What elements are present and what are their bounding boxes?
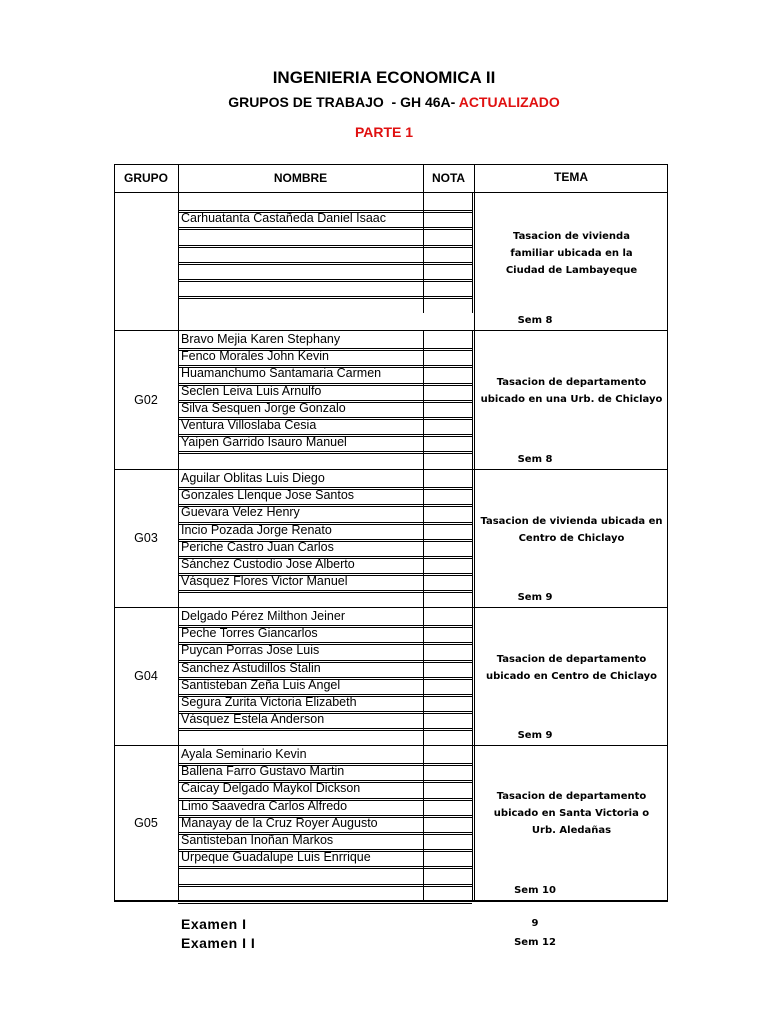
exam-2-value: Sem 12 (514, 937, 556, 948)
header-nombre: NOMBRE (273, 171, 328, 185)
group-topic: Tasacion de vivienda familiar ubicada en la Ciudad de Lambayeque (505, 230, 638, 276)
nota-cell-border (423, 608, 424, 625)
nota-cell-border (472, 556, 473, 573)
member-name (178, 296, 181, 313)
row-line (178, 227, 472, 228)
group-code: G03 (134, 531, 158, 545)
nota-cell-border (472, 728, 473, 745)
nota-cell-border (472, 660, 473, 677)
member-name: Peche Torres Giancarlos (181, 626, 318, 641)
member-name: Caicay Delgado Maykol Dickson (181, 781, 361, 796)
nota-cell-border (423, 832, 424, 849)
nota-cell-border (472, 780, 473, 797)
member-name (178, 279, 181, 296)
nota-cell-border (423, 642, 424, 659)
nota-cell-border (423, 296, 424, 313)
nota-cell-border (423, 711, 424, 728)
row-line (178, 229, 472, 230)
member-name: Gonzales Llenque Jose Santos (181, 488, 355, 503)
member-name: Vásquez Estela Anderson (181, 712, 325, 727)
row-line (178, 730, 472, 731)
member-name: Huamanchumo Santamaria Carmen (181, 366, 382, 381)
nota-cell-border (472, 694, 473, 711)
nota-cell-border (472, 400, 473, 417)
table-top-border (114, 164, 668, 165)
nota-cell-border (423, 331, 424, 348)
member-name: Manayay de la Cruz Royer Augusto (181, 815, 378, 830)
group-week: Sem 9 (517, 730, 553, 741)
nota-cell-border (472, 539, 473, 556)
member-name: Segura Zurita Victoria Elizabeth (181, 695, 357, 709)
header-tema: TEMA (554, 170, 588, 184)
nota-cell-border (472, 434, 473, 451)
row-line (178, 451, 472, 452)
nota-cell-border (472, 608, 473, 625)
nota-cell-border (423, 504, 424, 521)
row-line (178, 279, 472, 280)
group-code: G04 (134, 669, 158, 683)
row-line (178, 281, 472, 282)
group-code: G02 (134, 392, 158, 407)
group-week: Sem 9 (517, 592, 553, 603)
row-line (178, 298, 472, 299)
nota-cell-border (472, 763, 473, 780)
nota-cell-border (423, 780, 424, 797)
nota-cell-border (472, 210, 473, 227)
member-name (178, 193, 181, 210)
nota-cell-border (472, 849, 473, 866)
row-line (178, 262, 472, 263)
nota-cell-border (472, 365, 473, 382)
subtitle-main: GRUPOS DE TRABAJO - GH 46A- (228, 94, 459, 110)
nota-cell-border (423, 573, 424, 590)
row-line (178, 247, 472, 248)
nota-cell-border (423, 487, 424, 504)
nota-cell-border (423, 470, 424, 487)
row-line (178, 901, 472, 902)
nota-cell-border (423, 556, 424, 573)
member-name (178, 262, 181, 279)
member-name: Sánchez Custodio Jose Alberto (181, 557, 355, 571)
nota-cell-border (472, 642, 473, 659)
member-name: Incio Pozada Jorge Renato (181, 522, 332, 537)
nota-cell-border (472, 832, 473, 849)
nota-cell-border (472, 245, 473, 262)
nota-cell-border (472, 331, 473, 348)
nota-cell-border (423, 417, 424, 434)
nota-cell-border (472, 383, 473, 400)
member-name (178, 884, 181, 901)
row-line (178, 296, 472, 297)
nota-cell-border (423, 262, 424, 279)
exam-1-label: Examen I (181, 916, 247, 932)
member-name: Delgado Pérez Milthon Jeiner (181, 609, 345, 623)
nota-cell-border (423, 383, 424, 400)
member-name: Seclen Leiva Luis Arnulfo (181, 383, 322, 398)
row-line (178, 903, 472, 904)
nota-cell-border (472, 711, 473, 728)
member-name (178, 866, 181, 883)
course-title: INGENIERIA ECONOMICA II (272, 68, 496, 87)
member-name: Vásquez Flores Victor Manuel (181, 574, 348, 589)
subtitle-accent: ACTUALIZADO (458, 94, 560, 110)
part-label: PARTE 1 (354, 124, 414, 140)
nota-cell-border (472, 625, 473, 642)
nota-cell-border (423, 365, 424, 382)
member-name: Carhuatanta Castañeda Daniel Isaac (181, 211, 386, 226)
nota-cell-border (472, 279, 473, 296)
nota-cell-border (472, 193, 473, 210)
header-bottom-border (114, 192, 668, 193)
nota-cell-border (423, 193, 424, 210)
header-divider (423, 164, 424, 193)
row-line (178, 592, 472, 593)
exam-1-value: 9 (531, 918, 539, 929)
nota-cell-border (472, 451, 473, 468)
member-name (178, 227, 181, 244)
nota-cell-border (423, 451, 424, 468)
member-name: Ayala Seminario Kevin (181, 747, 307, 761)
nota-cell-border (423, 798, 424, 815)
nota-cell-border (472, 798, 473, 815)
group-week: Sem 10 (514, 885, 556, 896)
member-name: Urpeque Guadalupe Luis Enrrique (181, 850, 371, 865)
row-line (178, 453, 472, 454)
header-divider (474, 164, 475, 193)
nota-cell-border (423, 763, 424, 780)
nota-cell-border (472, 296, 473, 313)
nota-cell-border (472, 590, 473, 607)
row-line (178, 884, 472, 885)
member-name: Limo Saavedra Carlos Alfredo (181, 798, 348, 813)
group-topic: Tasacion de departamento ubicado en una Urb. de Chiclayo (480, 377, 663, 406)
member-name: Periche Castro Juan Carlos (181, 539, 334, 554)
member-name: Yaipen Garrido Isauro Manuel (181, 435, 347, 450)
nota-cell-border (423, 590, 424, 607)
row-line (178, 886, 472, 887)
nota-cell-border (423, 279, 424, 296)
nota-cell-border (472, 746, 473, 763)
nota-cell-border (472, 815, 473, 832)
row-line (178, 868, 472, 869)
nota-cell-border (423, 660, 424, 677)
nota-cell-border (423, 625, 424, 642)
header-divider (178, 164, 179, 193)
member-name: Guevara Velez Henry (181, 505, 300, 520)
member-name: Puycan Porras Jose Luis (181, 643, 320, 658)
member-name (178, 245, 181, 262)
member-name (178, 451, 181, 468)
exam-2-label: Examen I I (181, 935, 256, 951)
row-line (178, 590, 472, 591)
group-topic: Tasacion de vivienda ubicada en Centro de Chiclayo (480, 515, 663, 544)
member-name: Ventura Villoslaba Cesia (181, 418, 317, 432)
member-name (178, 728, 181, 745)
nota-cell-border (423, 815, 424, 832)
nota-cell-border (423, 694, 424, 711)
row-line (178, 728, 472, 729)
nota-cell-border (423, 677, 424, 694)
row-line (178, 245, 472, 246)
member-name: Sanchez Astudillos Stalin (181, 660, 321, 675)
nota-cell-border (472, 227, 473, 244)
group-code: G05 (134, 815, 158, 830)
member-name: Santisteban Inoñan Markos (181, 833, 334, 847)
nota-cell-border (423, 522, 424, 539)
nota-cell-border (423, 539, 424, 556)
nota-cell-border (423, 434, 424, 451)
nota-cell-border (472, 487, 473, 504)
member-name: Fenco Morales John Kevin (181, 349, 329, 364)
nota-cell-border (472, 573, 473, 590)
member-name: Bravo Mejia Karen Stephany (181, 332, 341, 346)
nota-cell-border (472, 348, 473, 365)
member-name: Aguilar Oblitas Luis Diego (181, 471, 325, 485)
member-name: Santisteban Zeña Luis Angel (181, 677, 341, 692)
nota-cell-border (423, 400, 424, 417)
nota-cell-border (423, 849, 424, 866)
header-nota: NOTA (431, 171, 466, 185)
nota-cell-border (472, 866, 473, 883)
member-name: Silva Sesquen Jorge Gonzalo (181, 400, 346, 415)
nota-cell-border (472, 522, 473, 539)
nota-cell-border (423, 746, 424, 763)
nota-cell-border (423, 210, 424, 227)
nota-cell-border (472, 504, 473, 521)
group-week: Sem 8 (517, 315, 553, 326)
nota-cell-border (472, 470, 473, 487)
nota-cell-border (423, 728, 424, 745)
nota-cell-border (472, 417, 473, 434)
nota-cell-border (423, 884, 424, 901)
group-topic: Tasacion de departamento ubicado en Centro de Chiclayo (485, 653, 658, 682)
member-name (178, 590, 181, 607)
nota-cell-border (472, 884, 473, 901)
nota-cell-border (423, 227, 424, 244)
nota-cell-border (472, 262, 473, 279)
member-name: Ballena Farro Gustavo Martin (181, 764, 345, 779)
row-line (178, 264, 472, 265)
nota-cell-border (423, 245, 424, 262)
nota-cell-border (472, 677, 473, 694)
nota-cell-border (423, 348, 424, 365)
group-topic: Tasacion de departamento ubicado en Santa Victoria o Urb. Aledañas (493, 790, 650, 836)
row-line (178, 866, 472, 867)
header-grupo: GRUPO (123, 171, 168, 185)
nota-cell-border (423, 866, 424, 883)
group-week: Sem 8 (517, 454, 553, 465)
